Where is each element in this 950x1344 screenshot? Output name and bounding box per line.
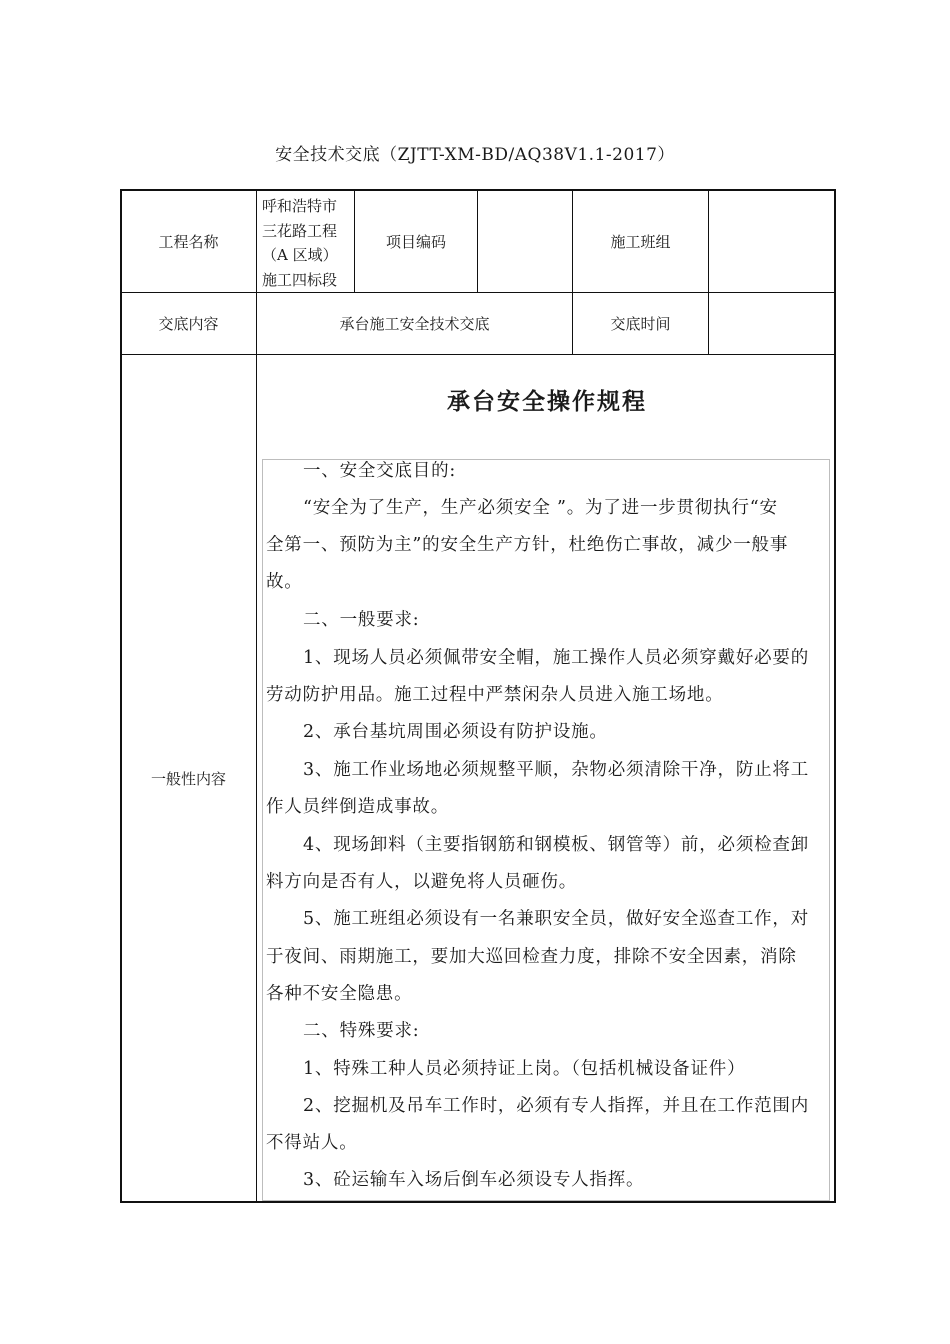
paragraph-line: 全第一、预防为主”的安全生产方针，杜绝伤亡事故，减少一般事 bbox=[266, 535, 789, 555]
project-name-label: 工程名称 bbox=[158, 233, 219, 251]
paragraph-line: 不得站人。 bbox=[266, 1133, 358, 1153]
project-name-line: 三花路工程 bbox=[262, 221, 338, 240]
content-label: 交底内容 bbox=[158, 315, 219, 333]
project-name-value bbox=[262, 194, 354, 292]
paragraph-line: 料方向是否有人，以避免将人员砸伤。 bbox=[266, 872, 578, 892]
paragraph-line: 4、现场卸料（主要指钢筋和钢模板、钢管等）前，必须检查卸 bbox=[303, 835, 810, 855]
paragraph-line: “安全为了生产，生产必须安全 ”。为了进一步贯彻执行“安 bbox=[303, 498, 778, 518]
section-heading: 一、安全交底目的: bbox=[303, 461, 457, 481]
paragraph-line: 于夜间、雨期施工，要加大巡回检查力度，排除不安全因素，消除 bbox=[266, 947, 797, 967]
project-name-line: （A 区域） bbox=[262, 246, 338, 264]
paragraph-line: 1、特殊工种人员必须持证上岗。（包括机械设备证件） bbox=[303, 1059, 746, 1079]
general-content-label: 一般性内容 bbox=[150, 769, 226, 788]
paragraph-line: 1、现场人员必须佩带安全帽，施工操作人员必须穿戴好必要的 bbox=[303, 648, 810, 668]
project-code-label: 项目编码 bbox=[385, 233, 446, 251]
document-title: 安全技术交底（ZJTT-XM-BD/AQ38V1.1-2017） bbox=[275, 145, 675, 165]
paragraph-line: 3、砼运输车入场后倒车必须设专人指挥。 bbox=[303, 1170, 645, 1190]
time-label: 交底时间 bbox=[610, 315, 671, 333]
section-heading: 二、特殊要求: bbox=[303, 1021, 420, 1041]
paragraph-line: 作人员绊倒造成事故。 bbox=[266, 797, 449, 817]
paragraph-line: 5、施工班组必须设有一名兼职安全员，做好安全巡查工作，对 bbox=[303, 909, 810, 929]
paragraph-line: 2、承台基坑周围必须设有防护设施。 bbox=[303, 722, 608, 742]
content-value: 承台施工安全技术交底 bbox=[339, 315, 490, 333]
team-label: 施工班组 bbox=[610, 233, 671, 251]
paragraph-line: 故。 bbox=[266, 572, 303, 592]
section-heading: 二、一般要求: bbox=[303, 610, 420, 630]
paragraph-line: 劳动防护用品。施工过程中严禁闲杂人员进入施工场地。 bbox=[266, 685, 724, 705]
project-name-line: 呼和浩特市 bbox=[262, 197, 338, 215]
paragraph-line: 2、挖掘机及吊车工作时，必须有专人指挥，并且在工作范围内 bbox=[303, 1096, 810, 1116]
project-code-value bbox=[478, 191, 572, 292]
time-value bbox=[709, 293, 834, 354]
team-value bbox=[709, 191, 834, 292]
project-name-line: 施工四标段 bbox=[262, 270, 338, 289]
paragraph-line: 3、施工作业场地必须规整平顺，杂物必须清除干净，防止将工 bbox=[303, 760, 810, 780]
regulation-title: 承台安全操作规程 bbox=[447, 389, 647, 415]
paragraph-line: 各种不安全隐患。 bbox=[266, 984, 413, 1004]
